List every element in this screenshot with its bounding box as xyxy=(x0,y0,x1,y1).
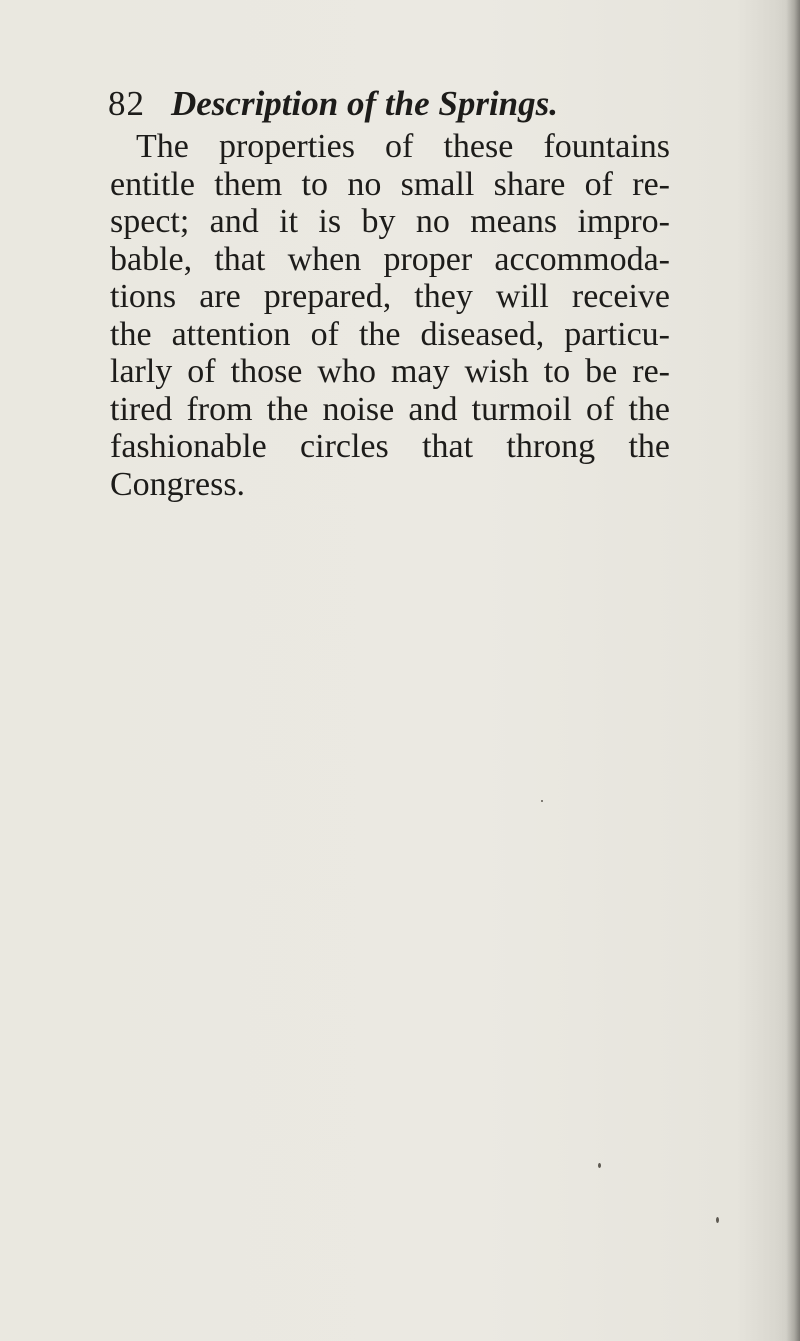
text-line-2: entitle them to no small share of re- xyxy=(110,165,670,203)
page-edge-shadow xyxy=(786,0,800,1341)
text-line-9: fashionable circles that throng the xyxy=(110,428,670,465)
paper-speck xyxy=(598,1163,601,1168)
text-line-10: Congress. xyxy=(110,465,246,503)
page-number: 82 xyxy=(108,84,145,123)
paper-speck xyxy=(716,1217,719,1223)
text-line-8: tired from the noise and turmoil of the xyxy=(110,390,670,428)
paper-speck xyxy=(541,800,543,802)
paragraph xyxy=(110,128,670,503)
text-line-1: The properties of these fountains xyxy=(136,128,670,165)
text-line-4: bable, that when proper accommoda- xyxy=(110,240,670,278)
text-line-7: larly of those who may wish to be re- xyxy=(110,353,670,390)
text-line-5: tions are prepared, they will receive xyxy=(110,278,670,315)
text-line-6: the attention of the diseased, particu- xyxy=(110,315,670,353)
running-head xyxy=(108,82,708,126)
running-title: Description of the Springs. xyxy=(171,84,558,123)
text-line-3: spect; and it is by no means impro- xyxy=(110,203,670,240)
